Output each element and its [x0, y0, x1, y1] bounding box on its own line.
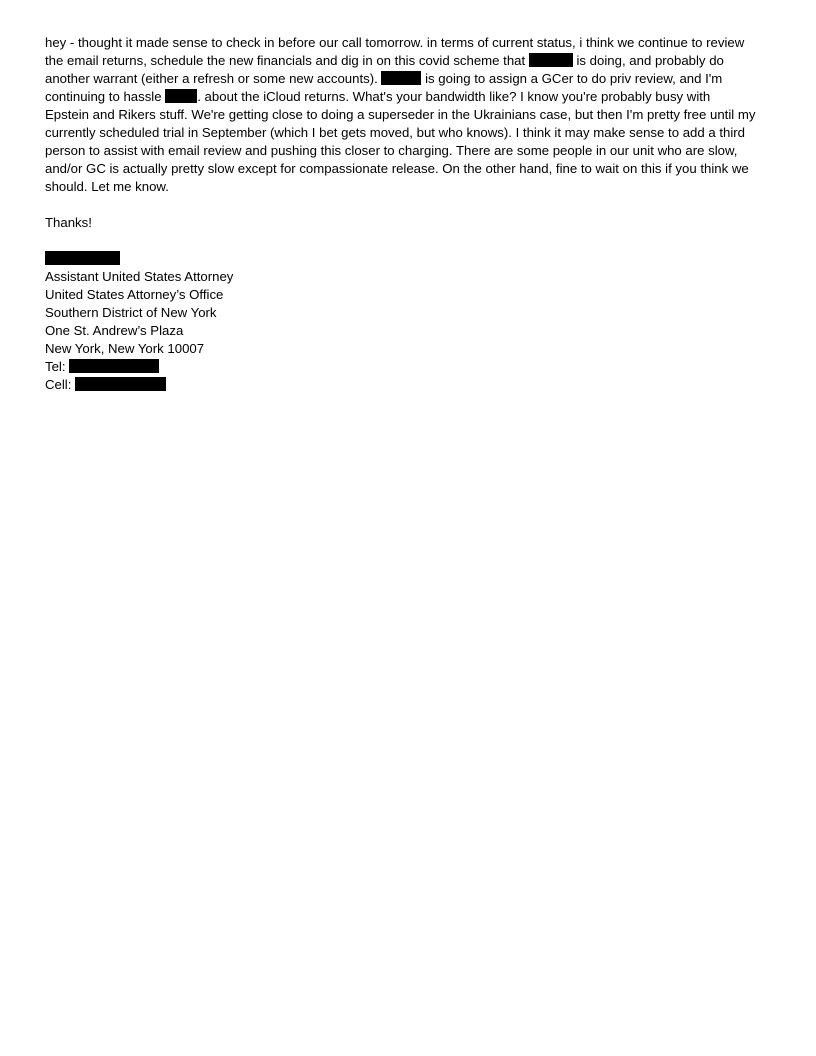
body-line-3	[45, 70, 777, 88]
body-line-1	[45, 34, 777, 52]
signature-district: Southern District of New York	[45, 305, 217, 320]
signature-street: One St. Andrew’s Plaza	[45, 323, 184, 338]
text-run: person to assist with email review and pushing this closer to charging. There are some people in our unit who are slow,	[45, 143, 738, 158]
redaction-bar	[69, 359, 159, 373]
text-run: should. Let me know.	[45, 179, 169, 194]
text-run: Epstein and Rikers stuff. We're getting close to doing a superseder in the Ukrainians case, but then I'm pretty free until my	[45, 107, 756, 122]
text-run: is going to assign a GCer to do priv review, and I'm	[421, 71, 723, 86]
cell-label: Cell:	[45, 377, 72, 392]
body-line-2	[45, 52, 777, 70]
email-signature	[45, 250, 777, 394]
text-run: continuing to hassle	[45, 89, 166, 104]
text-run: the email returns, schedule the new financials and dig in on this covid scheme that	[45, 53, 529, 68]
body-line-4	[45, 88, 777, 106]
redaction-bar	[165, 89, 197, 103]
redaction-bar	[45, 251, 120, 265]
tel-label: Tel:	[45, 359, 66, 374]
signature-city: New York, New York 10007	[45, 341, 205, 356]
text-run: hey - thought it made sense to check in before our call tomorrow. in terms of current status, i think we continue to review	[45, 35, 745, 50]
signature-cell	[45, 376, 777, 394]
text-run: currently scheduled trial in September (which I bet gets moved, but who knows). I think it may make sense to add a third	[45, 125, 746, 140]
body-line-6	[45, 124, 777, 142]
body-line-5	[45, 106, 777, 124]
text-run: . about the iCloud returns. What's your bandwidth like? I know you're probably busy with	[197, 89, 711, 104]
body-line-8	[45, 160, 777, 178]
text-run: and/or GC is actually pretty slow except for compassionate release. On the other hand, fine to wait on this if you think we	[45, 161, 749, 176]
signature-name-line	[45, 250, 777, 268]
body-line-9	[45, 178, 777, 196]
signature-tel	[45, 358, 777, 376]
spacer	[45, 232, 777, 250]
redaction-bar	[75, 377, 166, 391]
text-run: another warrant (either a refresh or some new accounts).	[45, 71, 382, 86]
email-document	[45, 34, 777, 394]
redaction-bar	[529, 53, 573, 67]
signature-title: Assistant United States Attorney	[45, 269, 234, 284]
spacer	[45, 196, 777, 214]
signature-office: United States Attorney’s Office	[45, 287, 224, 302]
text-run: is doing, and probably do	[572, 53, 724, 68]
email-body	[45, 34, 777, 196]
body-line-7	[45, 142, 777, 160]
redaction-bar	[381, 71, 421, 85]
closing-text: Thanks!	[45, 215, 92, 230]
